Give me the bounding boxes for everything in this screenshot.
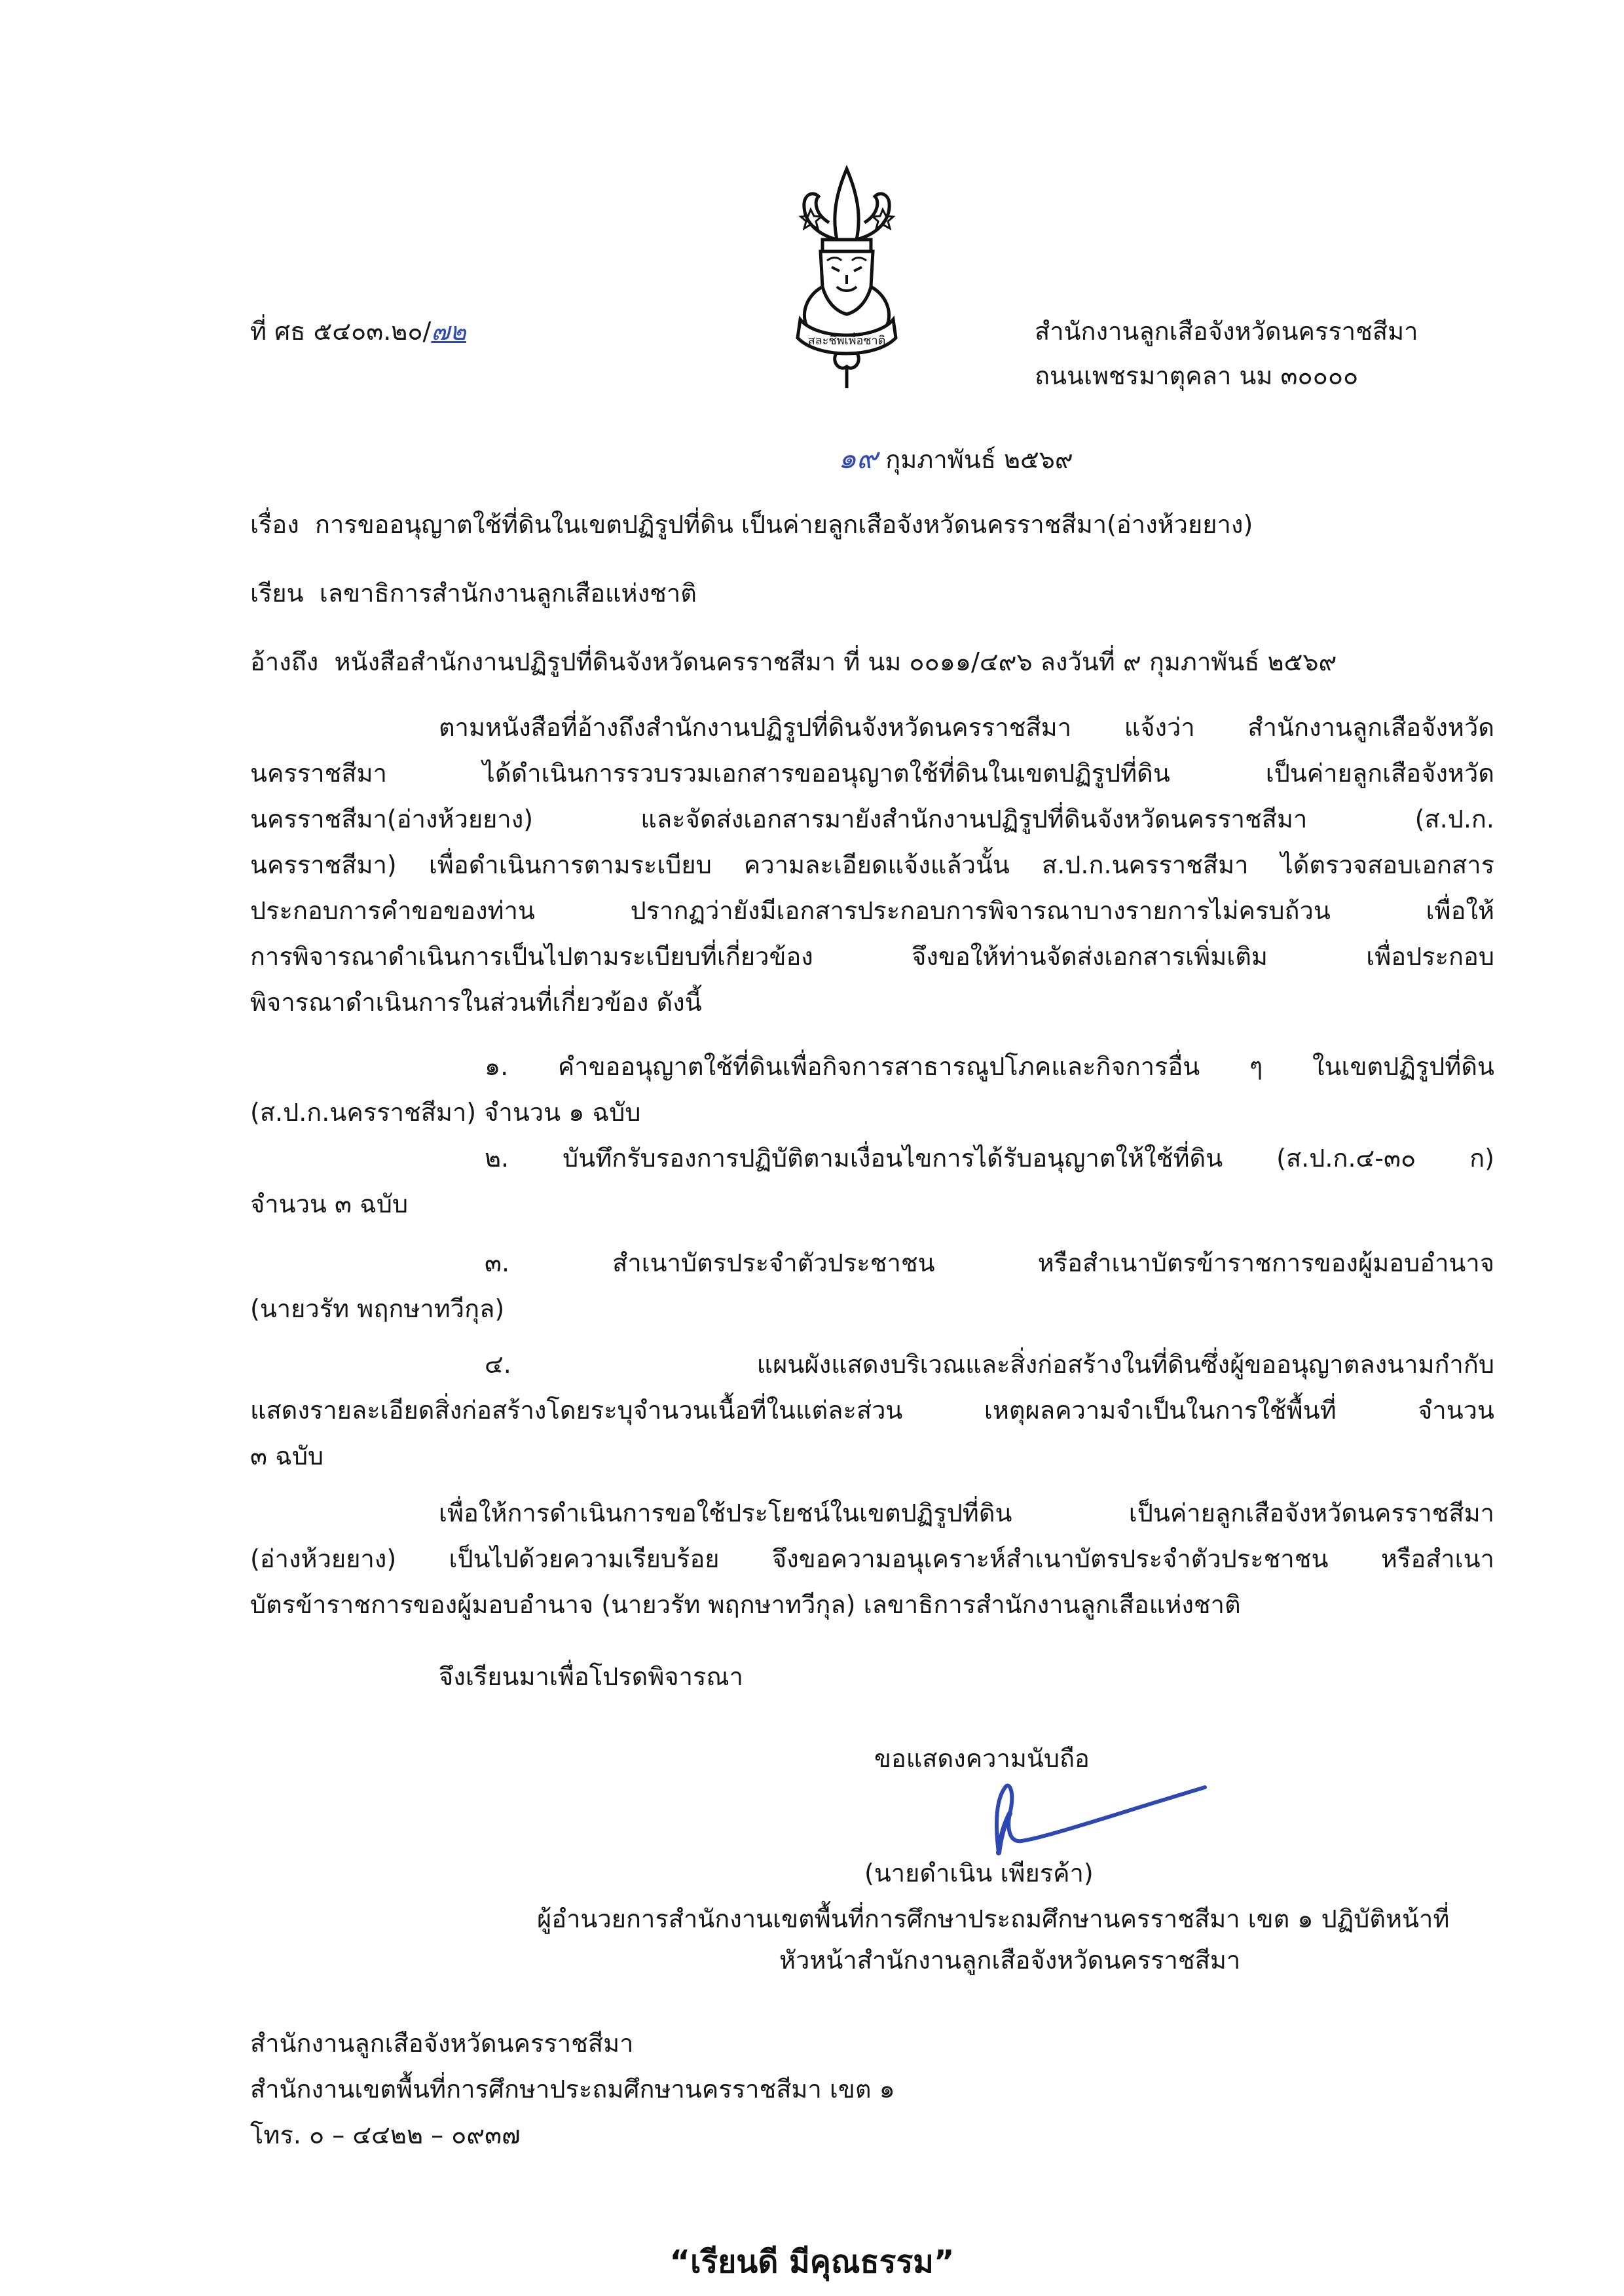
list-item-3-cont: (นายวรัท พฤกษาทวีกุล) — [250, 1294, 505, 1323]
reference-line — [250, 645, 1494, 679]
para2-line: เพื่อให้การดำเนินการขอใช้ประโยชน์ในเขตปฏิรูปที่ดิน เป็นค่ายลูกเสือจังหวัดนครราชสีมา — [439, 1499, 1494, 1527]
para1-line: นครราชสีมา) เพื่อดำเนินการตามระเบียบ ความละเอียดแจ้งแล้วนั้น ส.ป.ก.นครราชสีมา ได้ตรวจสอบเอกสาร — [250, 850, 1494, 879]
org-address: ถนนเพชรมาตุคลา นม ๓๐๐๐๐ — [1035, 361, 1359, 390]
footer-phone: โทร. ๐ – ๔๔๒๒ – ๐๙๓๗ — [250, 2121, 521, 2149]
recipient-text: เลขาธิการสำนักงานลูกเสือแห่งชาติ — [319, 579, 697, 608]
document-date — [838, 442, 1073, 477]
footer-motto: “เรียนดี มีคุณธรรม” — [669, 2244, 955, 2280]
para1-line: พิจารณาดำเนินการในส่วนที่เกี่ยวข้อง ดังนี้ — [250, 988, 702, 1017]
footer-office-1: สำนักงานลูกเสือจังหวัดนครราชสีมา — [250, 2029, 634, 2058]
para1-line: ประกอบการคำขอของท่าน ปรากฏว่ายังมีเอกสารประกอบการพิจารณาบางรายการไม่ครบถ้วน เพื่อให้ — [250, 896, 1494, 925]
scout-emblem-icon — [791, 162, 902, 392]
document-number-prefix: ที่ ศธ ๕๔๐๓.๒๐/ — [250, 317, 432, 346]
para1-line: นครราชสีมา(อ่างห้วยยาง) และจัดส่งเอกสารมายังสำนักงานปฏิรูปที่ดินจังหวัดนครราชสีมา (ส.ป.ก. — [250, 805, 1494, 833]
recipient-line — [250, 576, 1494, 610]
date-day-handwritten: ๑๙ — [838, 442, 878, 475]
list-item-2: ๒. บันทึกรับรองการปฏิบัติตามเงื่อนไขการได้รับอนุญาตให้ใช้ที่ดิน (ส.ป.ก.๔-๓๐ ก) — [485, 1144, 1494, 1173]
list-item-3: ๓. สำเนาบัตรประจำตัวประชาชน หรือสำเนาบัตรข้าราชการของผู้มอบอำนาจ — [485, 1248, 1494, 1277]
org-name: สำนักงานลูกเสือจังหวัดนครราชสีมา — [1035, 317, 1418, 346]
para2-line: (อ่างห้วยยาง) เป็นไปด้วยความเรียบร้อย จึงขอความอนุเคราะห์สำเนาบัตรประจำตัวประชาชน หรือสำเนา — [250, 1544, 1494, 1573]
list-item-4-cont: ๓ ฉบับ — [250, 1442, 324, 1470]
subject-text: การขออนุญาตใช้ที่ดินในเขตปฏิรูปที่ดิน เป็นค่ายลูกเสือจังหวัดนครราชสีมา(อ่างห้วยยาง) — [314, 510, 1253, 539]
subject-label: เรื่อง — [250, 510, 299, 539]
para2-line: บัตรข้าราชการของผู้มอบอำนาจ (นายวรัท พฤกษาทวีกุล) เลขาธิการสำนักงานลูกเสือแห่งชาติ — [250, 1590, 1241, 1619]
list-item-4-cont: แสดงรายละเอียดสิ่งก่อสร้างโดยระบุจำนวนเนื้อที่ในแต่ละส่วน เหตุผลความจำเป็นในการใช้พื้นที่ จำนวน — [250, 1396, 1494, 1425]
footer-office-2: สำนักงานเขตพื้นที่การศึกษาประถมศึกษานครราชสีมา เขต ๑ — [250, 2075, 895, 2104]
list-item-1: ๑. คำขออนุญาตใช้ที่ดินเพื่อกิจการสาธารณูปโภคและกิจการอื่น ๆ ในเขตปฏิรูปที่ดิน — [485, 1052, 1494, 1081]
closing-request: จึงเรียนมาเพื่อโปรดพิจารณา — [439, 1662, 743, 1691]
list-item-2-cont: จำนวน ๓ ฉบับ — [250, 1190, 409, 1218]
emblem-motto: สละชีพเพื่อชาติ — [807, 334, 886, 348]
reference-label: อ้างถึง — [250, 647, 319, 676]
handwritten-signature — [969, 1755, 1218, 1859]
signer-position-1: ผู้อำนวยการสำนักงานเขตพื้นที่การศึกษาประถมศึกษานครราชสีมา เขต ๑ ปฏิบัติหน้าที่ — [537, 1904, 1450, 1933]
subject-line — [250, 507, 1494, 541]
date-month-year: กุมภาพันธ์ ๒๕๖๙ — [885, 445, 1073, 474]
closing-regards: ขอแสดงความนับถือ — [874, 1744, 1090, 1773]
signer-position-2: หัวหน้าสำนักงานลูกเสือจังหวัดนครราชสีมา — [779, 1946, 1241, 1975]
list-item-1-cont: (ส.ป.ก.นครราชสีมา) จำนวน ๑ ฉบับ — [250, 1098, 641, 1127]
para1-line: การพิจารณาดำเนินการเป็นไปตามระเบียบที่เกี่ยวข้อง จึงขอให้ท่านจัดส่งเอกสารเพิ่มเติม เพื่อประกอบ — [250, 942, 1494, 971]
document-number-handwritten: ๗๒ — [431, 317, 466, 346]
para1-line: ตามหนังสือที่อ้างถึงสำนักงานปฏิรูปที่ดินจังหวัดนครราชสีมา แจ้งว่า สำนักงานลูกเสือจังหวัด — [439, 713, 1494, 742]
reference-text: หนังสือสำนักงานปฏิรูปที่ดินจังหวัดนครราชสีมา ที่ นม ๐๐๑๑/๔๙๖ ลงวันที่ ๙ กุมภาพันธ์ ๒๕๖๙ — [334, 647, 1337, 676]
recipient-label: เรียน — [250, 579, 304, 608]
signer-name: (นายดำเนิน เพียรค้า) — [864, 1859, 1094, 1887]
document-number — [250, 314, 466, 348]
list-item-4: ๔. แผนผังแสดงบริเวณและสิ่งก่อสร้างในที่ดินซึ่งผู้ขออนุญาตลงนามกำกับ — [485, 1350, 1494, 1379]
para1-line: นครราชสีมา ได้ดำเนินการรวบรวมเอกสารขออนุญาตใช้ที่ดินในเขตปฏิรูปที่ดิน เป็นค่ายลูกเสือจังหวัด — [250, 759, 1494, 788]
